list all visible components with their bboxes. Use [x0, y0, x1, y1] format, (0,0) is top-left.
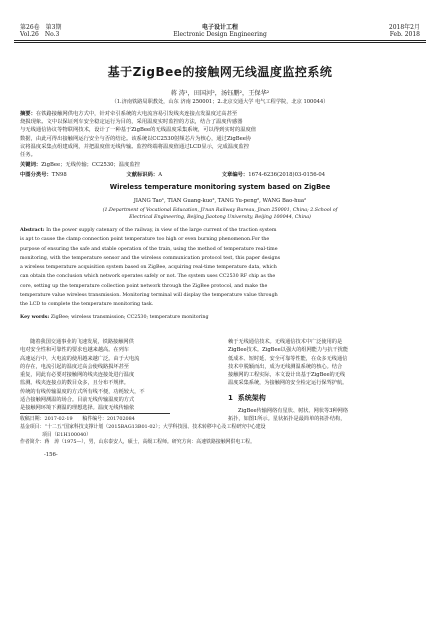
received-date: 收稿日期：2017-02-19 稿件编号：201702084 — [20, 416, 135, 422]
date-en: Feb. 2018 — [389, 31, 420, 38]
body-line: 随着我国交通事业的飞速发展，铁路接触网供 — [30, 339, 134, 345]
volume-cn: 第26卷 第3期 — [20, 24, 62, 31]
journal-name-en: Electronic Design Engineering — [173, 31, 267, 38]
journal-volume — [20, 24, 61, 38]
footnote-fund — [20, 424, 420, 447]
abstract-cn-line: 与无线通信协议等物联网技术，设计了一种基于ZigBee的无线温度采集系统，可以得到实时的温度值 — [20, 127, 257, 134]
abstract-cn-line: 数据，由此可得出接触网运行安全与否的结论。该系统以CC2530射频芯片为核心，通过ZigBee协 — [20, 135, 252, 142]
fund-line: 项目（E1H100040） — [42, 431, 92, 438]
section-title: 系统架构 — [237, 394, 266, 402]
abstract-en-label: Abstract: — [20, 227, 45, 233]
body-line: 监测。线夹连接点的数目众多，且分布不规律。 — [20, 380, 129, 387]
body-line: ZigBee传输网络有星状、树状、网状等3种网络 — [238, 408, 349, 414]
section-number: 1 — [228, 394, 233, 402]
page-number: -156- — [44, 452, 58, 458]
fund-line: 基金项目：“十二五”国家科技支撑计划（2015BAG13B01-02）；大学科技园、技术转移中心及工程研究中心建设 — [20, 424, 266, 430]
body-line: 的存在，电流引起的温度过高会使线路损坏甚至 — [20, 363, 129, 370]
abstract-cn — [20, 110, 420, 159]
body-line: 重复，同此有必要对接触网的线夹连接处进行温度 — [20, 372, 135, 379]
abstract-cn-line: 议将温度采集点组建成网，并把温度值无线传输。监控终端将温度值通过LCD显示，完成温度监控 — [20, 143, 249, 150]
abstract-en-line: can obtain the conclusion which network operates safely or not. The system uses CC2530 RF chip as the — [20, 274, 276, 280]
clc-label: 中图分类号： — [20, 172, 52, 178]
affiliation-en-line: Electrical Engineering, Beijing Jiaotong University, Beijing 100044, China) — [129, 215, 311, 221]
body-line: 电对安全性和可靠性的要求也越来越高。在列车 — [20, 347, 129, 354]
abstract-en-line: is apt to cause the clamp connection point temperature too high or even burning phenomenon.For the — [20, 237, 270, 243]
body-column-left — [20, 338, 212, 413]
body-line: 接触网的工程实际，本文设计出基于ZigBee的无线 — [228, 372, 346, 379]
body-line: 温度采集系统，为接触网的安全检定运行保驾护航。 — [228, 380, 348, 387]
body-line: 技术中脱颖而出，成为无线测温系统的核心。结合 — [228, 363, 343, 370]
doc-code-label: 文献标识码： — [126, 172, 159, 178]
keywords-cn-text: ZigBee；无线传输；CC2530；温度监控 — [41, 162, 140, 168]
authors-cn: 蒋 涛¹，田国河²，汤钰鹏²，王保华² — [170, 90, 270, 97]
header-rule — [14, 40, 426, 41]
date-cn: 2018年2月 — [388, 24, 420, 31]
paper-title-en: Wireless temperature monitoring system based on ZigBee — [109, 183, 331, 191]
keywords-en — [20, 314, 420, 321]
journal-name-cn: 电子设计工程 — [201, 24, 238, 31]
authors-en: JIANG Tao¹, TIAN Guang-kuo², TANG Yu-peng², WANG Bao-hua² — [133, 198, 307, 204]
volume-en: Vol.26 No.3 — [20, 31, 60, 38]
affiliation-cn: （1.济南铁路局职教处，山东 济南 250001；2.北京交通大学 电气工程学院，北京 100044） — [111, 99, 329, 105]
journal-name — [120, 24, 320, 38]
keywords-cn-label: 关键词： — [20, 162, 42, 168]
body-line: ZigBee技术。ZigBee以强大的组网能力与抗干扰能 — [228, 347, 349, 354]
keywords-en-label: Key words: — [20, 314, 50, 320]
article-number-value: 1674-6236(2018)03-0156-04 — [248, 172, 326, 178]
abstract-en-line: purpose of ensuring the safe and stable operation of the train, using the method of temperature real-time — [20, 246, 278, 252]
body-line: 赖于无线通信技术。无线通信技术中广泛使用的是 — [228, 339, 343, 345]
abstract-en-line: the LCD to complete the temperature monitoring task. — [20, 302, 154, 308]
abstract-en-line: a wireless temperature acquisition system based on ZigBee, acquiring real-time temperature data, which — [20, 265, 277, 271]
keywords-cn — [20, 161, 420, 169]
body-line: 传统的有线传输温度的方式所有线不便，功耗较大，不 — [20, 388, 145, 395]
abstract-cn-label: 摘要： — [20, 111, 36, 117]
body-line: 适合接触网测温的场合。目前无线传输温度的方式 — [20, 397, 135, 404]
abstract-en-line: core, setting up the temperature collection point network through the ZigBee protocol, and make the — [20, 283, 268, 289]
body-column-right-2 — [228, 407, 420, 424]
body-line: 拓扑，如图1所示。星状拓扑是最简单的拓扑结构， — [228, 416, 346, 423]
body-column-right — [228, 338, 420, 388]
clc-value: TN98 — [51, 172, 67, 178]
footnote — [20, 416, 212, 424]
journal-date — [389, 24, 420, 38]
abstract-en-line: temperature value wireless transmission. Monitoring terminal will display the temperature value through — [20, 293, 278, 299]
footnote-rule — [20, 413, 170, 414]
body-line: 高速运行中，大电流的使用越来越广泛。由于大电流 — [20, 355, 140, 362]
abstract-en — [20, 226, 420, 310]
keywords-en-text: ZigBee; wireless transmission; CC2530; temperature monitoring — [50, 315, 209, 320]
abstract-en-line: monitoring, with the temperature sensor and the wireless communication protocol test, this paper designs — [20, 255, 281, 261]
classification-line — [20, 171, 420, 179]
article-number-label: 文章编号： — [221, 172, 249, 178]
abstract-cn-line: 烧损现象。文中以保证列车安全稳定运行为目的，采用温度实时监控的方法，结合了温度传感器 — [20, 119, 243, 126]
abstract-cn-line: 在铁路接触网供电方式中，针对牵引系统的大电流容易引发线夹连接点发温度过高甚至 — [35, 111, 238, 117]
abstract-en-line: In the power supply catenary of the railway, in view of the large current of the traction system — [46, 228, 277, 233]
abstract-cn-line: 任务。 — [20, 152, 36, 159]
affiliation-en — [20, 207, 420, 222]
paper-title: 基于ZigBee的接触网无线温度监控系统 — [107, 65, 333, 79]
header-rule-thin — [14, 42, 426, 43]
doc-code-value: A — [158, 172, 163, 178]
affiliation-en-line: (1.Department of Vocational Education, Ji'nan Railway Bureau, Jinan 250001, China; 2.School of — [102, 208, 338, 213]
author-bio: 作者简介：蒋 涛（1975—），男，山东泰安人，硕士，高级工程师。研究方向：高速铁路接触网供电工程。 — [20, 439, 255, 446]
body-line: 是接触网环境下测温的理想选择。温度无线传输依 — [20, 405, 135, 412]
section-heading — [228, 393, 266, 403]
body-line: 低成本、短时延、安全可靠等性能，在众多无线通信 — [228, 355, 348, 362]
